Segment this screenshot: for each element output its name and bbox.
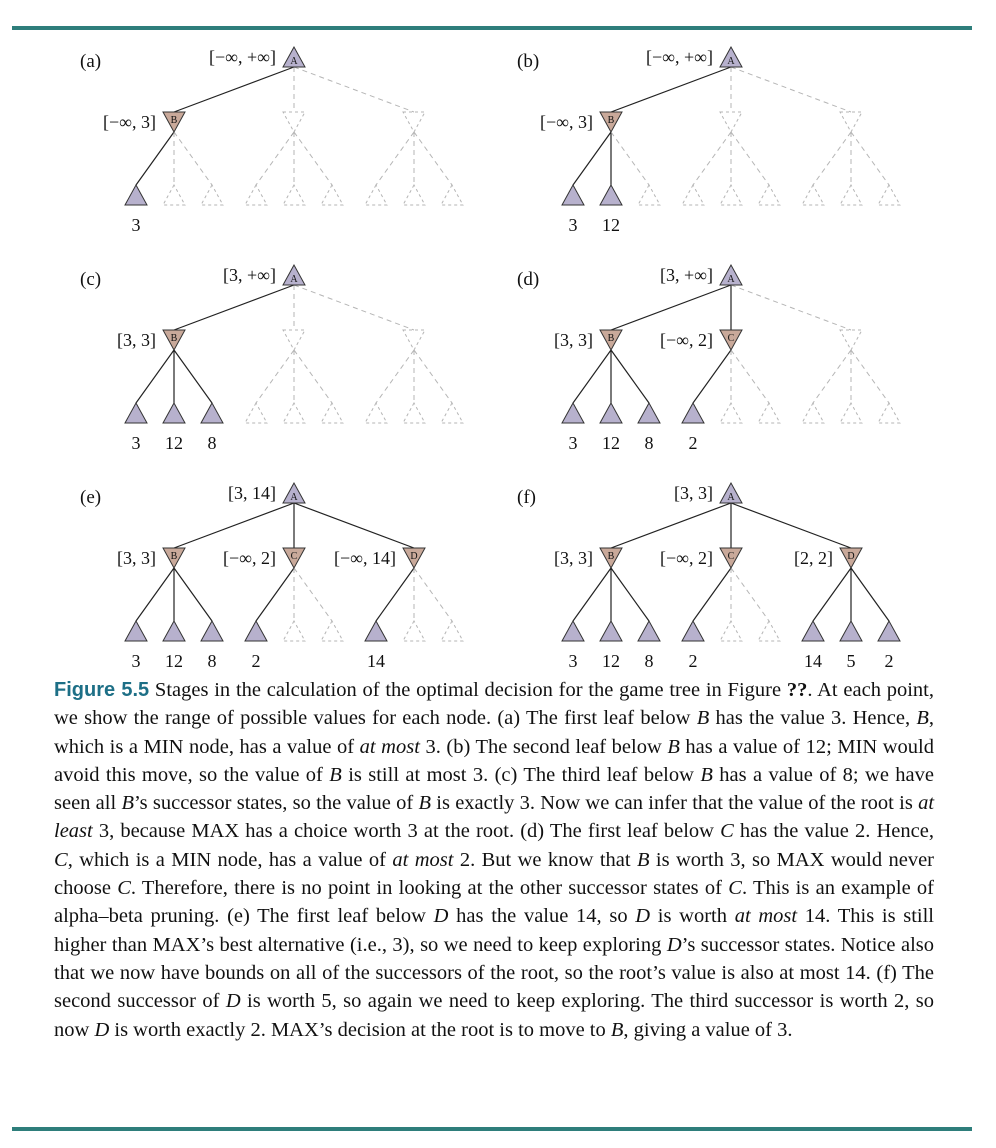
leaf-value: 3 bbox=[568, 433, 578, 453]
min-range: [−∞, 3] bbox=[103, 112, 156, 132]
edge-D-leaf bbox=[376, 350, 414, 403]
min-range: [−∞, 2] bbox=[660, 548, 713, 568]
edge-root-D bbox=[294, 285, 414, 330]
leaf-node bbox=[321, 185, 343, 205]
leaf-node bbox=[365, 621, 387, 641]
leaf-value: 8 bbox=[207, 433, 217, 453]
min-node-D bbox=[840, 112, 862, 132]
edge-B-leaf bbox=[611, 568, 649, 621]
figure-ref: ?? bbox=[786, 679, 808, 701]
panel-label: (a) bbox=[80, 51, 102, 72]
edge-C-leaf bbox=[256, 350, 294, 403]
edge-B-leaf bbox=[136, 132, 174, 185]
edge-C-leaf bbox=[731, 350, 769, 403]
edge-C-leaf bbox=[693, 350, 731, 403]
edge-root-D bbox=[731, 285, 851, 330]
root-range: [3, 3] bbox=[674, 483, 713, 503]
min-range: [3, 3] bbox=[117, 330, 156, 350]
leaf-node bbox=[163, 621, 185, 641]
leaf-node bbox=[562, 621, 584, 641]
leaf-value: 3 bbox=[568, 651, 578, 670]
edge-root-B bbox=[611, 285, 731, 330]
edge-D-leaf bbox=[813, 350, 851, 403]
leaf-node bbox=[125, 403, 147, 423]
leaf-node bbox=[682, 185, 704, 205]
leaf-node bbox=[840, 621, 862, 641]
edge-D-leaf bbox=[813, 568, 851, 621]
leaf-node bbox=[682, 403, 704, 423]
node-letter: D bbox=[847, 551, 855, 562]
edge-D-leaf bbox=[414, 568, 452, 621]
edge-B-leaf bbox=[573, 568, 611, 621]
leaf-node bbox=[321, 403, 343, 423]
edge-root-B bbox=[611, 67, 731, 112]
leaf-value: 12 bbox=[602, 215, 620, 235]
leaf-value: 3 bbox=[568, 215, 578, 235]
min-node-D bbox=[403, 112, 425, 132]
leaf-node bbox=[245, 621, 267, 641]
leaf-value: 3 bbox=[131, 651, 141, 670]
edge-B-leaf bbox=[174, 350, 212, 403]
leaf-node bbox=[562, 185, 584, 205]
edge-C-leaf bbox=[294, 350, 332, 403]
leaf-node bbox=[802, 185, 824, 205]
node-letter: C bbox=[727, 333, 735, 344]
edge-root-B bbox=[174, 67, 294, 112]
leaf-value: 3 bbox=[131, 215, 141, 235]
leaf-value: 5 bbox=[846, 651, 856, 670]
edge-D-leaf bbox=[376, 568, 414, 621]
edge-B-leaf bbox=[136, 350, 174, 403]
leaf-node bbox=[441, 185, 463, 205]
leaf-node bbox=[283, 185, 305, 205]
leaf-node bbox=[802, 621, 824, 641]
node-letter: C bbox=[290, 551, 298, 562]
node-letter: B bbox=[607, 115, 615, 126]
leaf-node bbox=[283, 403, 305, 423]
min-range: [3, 3] bbox=[554, 330, 593, 350]
min-node-C bbox=[720, 112, 742, 132]
edge-B-leaf bbox=[573, 350, 611, 403]
leaf-node bbox=[638, 185, 660, 205]
edge-B-leaf bbox=[611, 132, 649, 185]
edge-D-leaf bbox=[851, 350, 889, 403]
edge-C-leaf bbox=[294, 132, 332, 185]
edge-root-B bbox=[611, 503, 731, 548]
edge-D-leaf bbox=[813, 132, 851, 185]
leaf-value: 14 bbox=[804, 651, 822, 670]
node-letter: B bbox=[607, 333, 615, 344]
root-range: [−∞, +∞] bbox=[646, 47, 713, 67]
edge-C-leaf bbox=[256, 132, 294, 185]
min-range: [−∞, 2] bbox=[660, 330, 713, 350]
leaf-node bbox=[720, 621, 742, 641]
leaf-node bbox=[321, 621, 343, 641]
bottom-rule bbox=[12, 1127, 972, 1131]
leaf-value: 2 bbox=[688, 651, 698, 670]
leaf-node bbox=[600, 621, 622, 641]
edge-root-D bbox=[731, 503, 851, 548]
node-letter: A bbox=[290, 492, 298, 503]
leaf-value: 12 bbox=[602, 651, 620, 670]
leaf-node bbox=[840, 403, 862, 423]
min-range: [3, 3] bbox=[117, 548, 156, 568]
leaf-node bbox=[878, 185, 900, 205]
edge-B-leaf bbox=[174, 132, 212, 185]
root-range: [3, 14] bbox=[228, 483, 276, 503]
root-range: [3, +∞] bbox=[660, 265, 713, 285]
leaf-node bbox=[878, 403, 900, 423]
edge-C-leaf bbox=[693, 568, 731, 621]
leaf-node bbox=[365, 185, 387, 205]
leaf-value: 12 bbox=[165, 651, 183, 670]
edge-D-leaf bbox=[414, 350, 452, 403]
leaf-node bbox=[562, 403, 584, 423]
node-letter: B bbox=[170, 115, 178, 126]
edge-root-B bbox=[174, 503, 294, 548]
edge-D-leaf bbox=[851, 568, 889, 621]
node-letter: A bbox=[290, 56, 298, 67]
node-letter: A bbox=[727, 492, 735, 503]
leaf-value: 12 bbox=[165, 433, 183, 453]
edge-C-leaf bbox=[256, 568, 294, 621]
root-range: [−∞, +∞] bbox=[209, 47, 276, 67]
node-letter: A bbox=[727, 274, 735, 285]
leaf-value: 12 bbox=[602, 433, 620, 453]
leaf-value: 2 bbox=[884, 651, 894, 670]
leaf-node bbox=[441, 403, 463, 423]
edge-B-leaf bbox=[611, 350, 649, 403]
leaf-node bbox=[403, 403, 425, 423]
leaf-node bbox=[758, 403, 780, 423]
leaf-value: 8 bbox=[207, 651, 217, 670]
panel-label: (f) bbox=[517, 487, 536, 508]
leaf-node bbox=[403, 185, 425, 205]
leaf-node bbox=[878, 621, 900, 641]
leaf-node bbox=[600, 185, 622, 205]
edge-B-leaf bbox=[174, 568, 212, 621]
leaf-node bbox=[638, 621, 660, 641]
node-letter: B bbox=[170, 333, 178, 344]
leaf-node bbox=[365, 403, 387, 423]
edge-D-leaf bbox=[414, 132, 452, 185]
leaf-node bbox=[245, 403, 267, 423]
node-letter: D bbox=[410, 551, 418, 562]
leaf-node bbox=[283, 621, 305, 641]
leaf-value: 2 bbox=[251, 651, 261, 670]
edge-D-leaf bbox=[851, 132, 889, 185]
root-range: [3, +∞] bbox=[223, 265, 276, 285]
leaf-node bbox=[600, 403, 622, 423]
leaf-node bbox=[125, 621, 147, 641]
min-range: [−∞, 14] bbox=[334, 548, 396, 568]
leaf-node bbox=[441, 621, 463, 641]
node-letter: B bbox=[607, 551, 615, 562]
min-range: [3, 3] bbox=[554, 548, 593, 568]
leaf-node bbox=[201, 403, 223, 423]
node-letter: B bbox=[170, 551, 178, 562]
leaf-node bbox=[758, 621, 780, 641]
leaf-node bbox=[403, 621, 425, 641]
leaf-node bbox=[125, 185, 147, 205]
edge-root-D bbox=[294, 67, 414, 112]
leaf-node bbox=[682, 621, 704, 641]
leaf-value: 8 bbox=[644, 651, 654, 670]
min-range: [2, 2] bbox=[794, 548, 833, 568]
leaf-node bbox=[638, 403, 660, 423]
panel-label: (c) bbox=[80, 269, 102, 290]
leaf-value: 3 bbox=[131, 433, 141, 453]
min-node-C bbox=[283, 112, 305, 132]
panel-label: (b) bbox=[517, 51, 540, 72]
caption-lead: Figure 5.5 bbox=[54, 679, 150, 701]
panel-label: (d) bbox=[517, 269, 540, 290]
panel-label: (e) bbox=[80, 487, 102, 508]
leaf-node bbox=[758, 185, 780, 205]
min-node-C bbox=[283, 330, 305, 350]
edge-B-leaf bbox=[136, 568, 174, 621]
leaf-node bbox=[840, 185, 862, 205]
edge-root-D bbox=[294, 503, 414, 548]
leaf-node bbox=[802, 403, 824, 423]
edge-D-leaf bbox=[376, 132, 414, 185]
node-letter: C bbox=[727, 551, 735, 562]
min-node-D bbox=[403, 330, 425, 350]
edge-C-leaf bbox=[731, 132, 769, 185]
edge-root-B bbox=[174, 285, 294, 330]
edge-B-leaf bbox=[573, 132, 611, 185]
min-range: [−∞, 3] bbox=[540, 112, 593, 132]
node-letter: A bbox=[727, 56, 735, 67]
leaf-node bbox=[720, 403, 742, 423]
leaf-node bbox=[720, 185, 742, 205]
leaf-value: 14 bbox=[367, 651, 385, 670]
min-node-D bbox=[840, 330, 862, 350]
edge-root-D bbox=[731, 67, 851, 112]
leaf-value: 2 bbox=[688, 433, 698, 453]
leaf-node bbox=[201, 185, 223, 205]
leaf-value: 8 bbox=[644, 433, 654, 453]
edge-C-leaf bbox=[294, 568, 332, 621]
node-letter: A bbox=[290, 274, 298, 285]
leaf-node bbox=[163, 185, 185, 205]
edge-C-leaf bbox=[731, 568, 769, 621]
leaf-node bbox=[163, 403, 185, 423]
leaf-node bbox=[201, 621, 223, 641]
figure-caption: Figure 5.5 Stages in the calculation of the optimal decision for the game tree in Figure ??. At each point, we show the range of possible values for each node. (a) The first leaf below B has the value 3. Hence, B, which is a MIN node, has a value of at most 3. (b) The second leaf below B has a value of 12; MIN would avoid this move, so the value of B is still at most 3. (c) The third leaf below B has a value of 8; we have seen all B’s successor states, so the value of B is exactly 3. Now we can infer that the value of the root is at least 3, because MAX has a choice worth 3 at the root. (d) The first leaf below C has the value 2. Hence, C, which is a MIN node, has a value of at most 2. But we know that B is worth 3, so MAX would never choose C. Therefore, there is no point in looking at the other successor states of C. This is an example of alpha–beta pruning. (e) The first leaf below D has the value 14, so D is worth at most 14. This is still higher than MAX’s best alternative (i.e., 3), so we need to keep exploring D’s successor states. Notice also that we now have bounds on all of the successors of the root, so the root’s value is also at most 14. (f) The second successor of D is worth 5, so again we need to keep exploring. The third successor is worth 2, so now D is worth exactly 2. MAX’s decision at the root is to move to B, giving a value of 3. bbox=[54, 679, 935, 1041]
edge-C-leaf bbox=[693, 132, 731, 185]
leaf-node bbox=[245, 185, 267, 205]
min-range: [−∞, 2] bbox=[223, 548, 276, 568]
